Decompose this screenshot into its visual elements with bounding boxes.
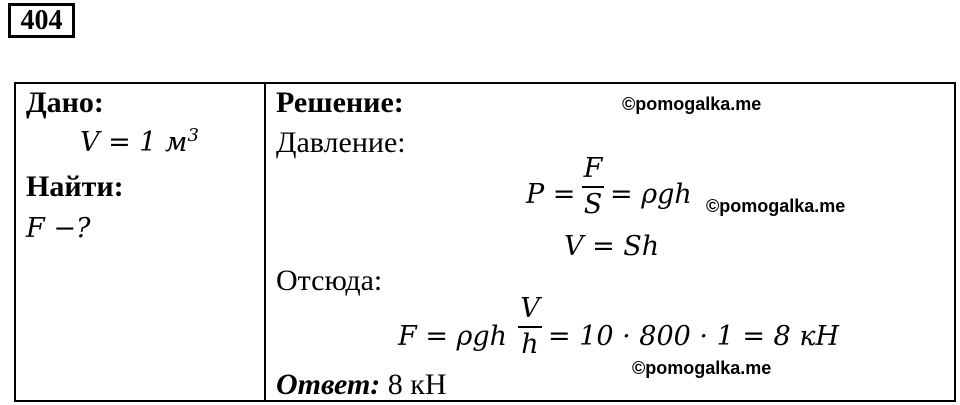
force-fraction xyxy=(518,294,542,360)
volume-equation: V = Sh xyxy=(564,231,660,262)
find-heading: Найти: xyxy=(26,170,124,203)
pressure-lhs: P = xyxy=(526,179,576,210)
force-rhs: = 10 · 800 · 1 = 8 кН xyxy=(548,321,839,352)
given-heading: Дано: xyxy=(26,86,104,119)
column-divider xyxy=(264,84,266,400)
answer-value: 8 кН xyxy=(387,368,447,401)
pressure-numerator: F xyxy=(583,153,603,184)
fraction-bar xyxy=(518,326,542,328)
pressure-label: Давление: xyxy=(276,126,406,159)
find-value: F −? xyxy=(26,213,91,244)
force-denominator: h xyxy=(521,329,539,360)
answer xyxy=(276,368,447,402)
pressure-rhs: = ρgh xyxy=(610,179,692,210)
given-volume-exponent: 3 xyxy=(187,125,199,146)
answer-label: Ответ: xyxy=(276,368,381,401)
watermark: ©pomogalka.me xyxy=(706,196,846,216)
watermark: ©pomogalka.me xyxy=(622,94,762,114)
force-lhs: F = ρgh xyxy=(398,321,508,352)
fraction-bar xyxy=(582,186,604,188)
watermark: ©pomogalka.me xyxy=(632,358,772,378)
pressure-fraction xyxy=(582,154,604,220)
force-numerator: V xyxy=(520,293,540,324)
hence-label: Отсюда: xyxy=(276,264,383,297)
problem-number: 404 xyxy=(8,3,75,38)
given-volume: V = 1 $м^3$ xyxy=(80,125,199,158)
solution-heading: Решение: xyxy=(276,86,404,119)
pressure-denominator: S xyxy=(583,189,603,220)
solution-table xyxy=(14,82,956,402)
